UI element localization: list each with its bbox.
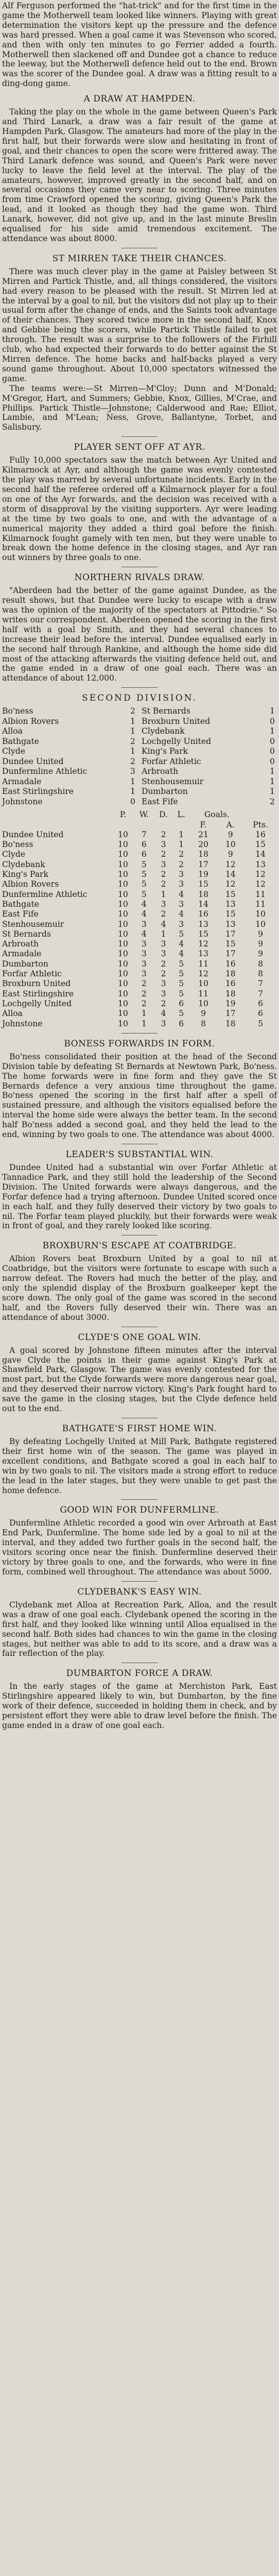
drawn: 2 — [161, 998, 166, 1008]
lost: 5 — [179, 929, 184, 939]
team-name: Dumbarton — [2, 959, 48, 969]
goals-against: 12 — [225, 879, 236, 889]
league-row — [2, 879, 277, 889]
drawn: 4 — [161, 919, 166, 929]
goals-against: 15 — [225, 889, 236, 899]
divider — [121, 436, 158, 437]
section-heading: NORTHERN RIVALS DRAW. — [74, 572, 205, 583]
goals-for: 8 — [201, 1019, 206, 1028]
team-name: East Fife — [2, 909, 39, 919]
league-row — [2, 969, 277, 979]
won: 2 — [141, 989, 147, 998]
home-team: Johnstone — [2, 796, 43, 806]
team-name: Dundee United — [2, 829, 64, 839]
article-paragraph: By defeating Lochgelly United at Mill Park, Bathgate registered their first home win of the season. The game was played in excellent conditions, and Bathgate scored a goal in each half to win by two goals to nil. The visitors made a strong effort to reduce the lead in the later stages, but they were unable to get past the home defence. — [2, 1437, 277, 1495]
result-row — [2, 747, 277, 757]
goals-against: 19 — [225, 998, 236, 1008]
header-lost: L. — [177, 810, 185, 820]
lost: 2 — [179, 850, 184, 859]
result-row — [2, 787, 277, 797]
played: 10 — [117, 889, 128, 899]
article-paragraph: Clydebank met Alloa at Recreation Park, Alloa, and the result was a draw of one goal each. Clydebank opened the scoring in the first half, and they looked like winning until Alloa equalised in the second half. Both sides had chances to win the game in the closing stages, but neither was able to add to its score, and a draw was a fair reflection of the play. — [2, 1600, 277, 1658]
home-score: 2 — [130, 706, 135, 716]
away-score: 1 — [270, 706, 275, 716]
away-score: 2 — [270, 796, 275, 806]
lost: 5 — [179, 959, 184, 969]
points: 9 — [258, 939, 264, 949]
away-team: St Bernards — [142, 706, 190, 716]
article-paragraph: Dunfermline Athletic recorded a good win over Arbroath at East End Park, Dunfermline. The home side led by a goal to nil at the interval, and they added two further goals in the second half, the visitors scoring once near the finish. Dunfermline deserved their victory by three goals to one, and the forwards, who were in fine form, combined well throughout. The attendance was about 5000. — [2, 1518, 277, 1577]
played: 10 — [117, 840, 128, 850]
home-score: 1 — [130, 787, 135, 796]
team-name: Bo'ness — [2, 840, 33, 850]
home-team: Albion Rovers — [2, 716, 59, 726]
result-row — [2, 717, 277, 727]
points: 15 — [255, 840, 266, 850]
away-score: 1 — [270, 776, 275, 786]
goals-against: 17 — [225, 1009, 236, 1019]
won: 7 — [141, 829, 147, 839]
article-paragraph: The teams were:—St Mirren—M'Cloy; Dunn and M'Donald; M'Gregor, Hart, and Summers; Gebbie, Knox, Gillies, M'Crae, and Phillips. Partick Thistle—Johnstone; Calderwood and Rae; Elliot, Lambie, and M'Lean; Ness, Grove, Ballantyne, Torbet, and Salisbury. — [2, 383, 277, 432]
goals-against: 10 — [225, 840, 236, 850]
goals-against: 18 — [225, 969, 236, 979]
result-row — [2, 797, 277, 807]
lost: 5 — [179, 979, 184, 989]
points: 10 — [255, 919, 266, 929]
league-row — [2, 920, 277, 929]
league-row — [2, 890, 277, 900]
away-team: Broxburn United — [142, 716, 211, 726]
points: 7 — [258, 989, 264, 998]
section-heading: GOOD WIN FOR DUNFERMLINE. — [60, 1505, 219, 1516]
drawn: 2 — [161, 829, 166, 839]
won: 3 — [141, 949, 147, 959]
goals-for: 16 — [198, 909, 208, 919]
header-drawn: D. — [159, 810, 168, 820]
goals-for: 20 — [198, 840, 208, 850]
team-name: Clyde — [2, 850, 25, 859]
team-name: Bathgate — [2, 899, 39, 909]
goals-for: 10 — [198, 979, 208, 989]
article-paragraph: Bo'ness consolidated their position at the head of the Second Division table by defeating St Bernards at Newtown Park, Bo'ness. The home forwards were in fine form and they gave the St Bernards defence a very anxious time throughout the game. Bo'ness opened the scoring in the first half after a spell of sustained pressure, and although the visitors equalised before the interval the home side were always the better team. In the second half Bo'ness added a second goal, and they held the lead to the end, winning by two goals to one. The attendance was about 4000. — [2, 1052, 277, 1140]
section-heading: LEADER'S SUBSTANTIAL WIN. — [65, 1149, 214, 1160]
divider — [121, 687, 158, 688]
team-name: St Bernards — [2, 929, 51, 939]
goals-against: 12 — [225, 859, 236, 869]
section-heading: DUMBARTON FORCE A DRAW. — [66, 1668, 213, 1679]
header-points: Pts. — [253, 820, 268, 829]
header-goals: Goals. — [204, 810, 230, 820]
played: 10 — [117, 929, 128, 939]
league-row — [2, 900, 277, 909]
lost: 1 — [179, 840, 184, 850]
goals-for: 18 — [198, 889, 208, 899]
drawn: 3 — [161, 979, 166, 989]
played: 10 — [117, 829, 128, 839]
goals-against: 15 — [225, 939, 236, 949]
section-heading: ST MIRREN TAKE THEIR CHANCES. — [52, 253, 227, 264]
won: 3 — [141, 959, 147, 969]
home-team: Bathgate — [2, 736, 39, 746]
drawn: 3 — [161, 1019, 166, 1028]
goals-for: 13 — [198, 919, 208, 929]
home-score: 1 — [130, 716, 135, 726]
won: 5 — [141, 879, 147, 889]
article-paragraph: Fully 10,000 spectators saw the match between Ayr United and Kilmarnock at Ayr, and although the game was evenly contested the play was marred by several unfortunate incidents. Early in the second half the referee ordered off a Kilmarnock player for a foul on one of the Ayr forwards, and the decision was received with a storm of disapproval by the visiting supporters. Ayr were leading at the time by two goals to one, and with the advantage of a numerical majority they added a third goal before the finish. Kilmarnock fought gamely with ten men, but they were unable to break down the home defence in the closing stages, and Ayr ran out winners by three goals to one. — [2, 455, 277, 563]
home-team: East Stirlingshire — [2, 787, 74, 796]
team-name: Armadale — [2, 949, 42, 959]
goals-against: 17 — [225, 949, 236, 959]
section-heading: BROXBURN'S ESCAPE AT COATBRIDGE. — [42, 1241, 237, 1251]
lost: 5 — [179, 1009, 184, 1019]
results-list — [2, 706, 277, 807]
away-score: 0 — [270, 716, 275, 726]
result-row — [2, 777, 277, 787]
away-team: Forfar Athletic — [142, 756, 201, 766]
team-name: East Stirlingshire — [2, 989, 74, 998]
league-row — [2, 870, 277, 879]
league-body — [2, 830, 277, 1029]
played: 10 — [117, 859, 128, 869]
away-score: 0 — [270, 747, 275, 756]
league-row — [2, 949, 277, 959]
home-team: Bo'ness — [2, 706, 33, 716]
home-score: 1 — [130, 726, 135, 736]
away-team: Arbroath — [142, 767, 179, 776]
header-played: P. — [119, 810, 127, 820]
lost: 1 — [179, 829, 184, 839]
away-team: Clydebank — [142, 726, 185, 736]
goals-for: 9 — [201, 1009, 206, 1019]
goals-against: 16 — [225, 959, 236, 969]
away-team: King's Park — [142, 747, 188, 756]
won: 6 — [141, 840, 147, 850]
lost: 3 — [179, 870, 184, 879]
played: 10 — [117, 850, 128, 859]
away-team: East Fife — [142, 796, 178, 806]
league-row — [2, 979, 277, 989]
played: 10 — [117, 870, 128, 879]
drawn: 2 — [161, 909, 166, 919]
home-team: Dunfermline Athletic — [2, 767, 88, 776]
section-heading: CLYDE'S ONE GOAL WIN. — [78, 1332, 201, 1343]
drawn: 3 — [161, 899, 166, 909]
goals-against: 18 — [225, 1019, 236, 1028]
goals-against: 18 — [225, 989, 236, 998]
team-name: Johnstone — [2, 1019, 43, 1028]
played: 10 — [117, 1019, 128, 1028]
won: 3 — [141, 919, 147, 929]
team-name: Dunfermline Athletic — [2, 889, 88, 899]
team-name: Stenhousemuir — [2, 919, 64, 929]
league-row — [2, 1009, 277, 1019]
points: 12 — [255, 879, 266, 889]
played: 10 — [117, 909, 128, 919]
league-header-row — [2, 810, 277, 820]
league-subheader-row — [2, 820, 277, 830]
league-row — [2, 840, 277, 850]
league-row — [2, 909, 277, 919]
league-row — [2, 830, 277, 840]
team-name: Alloa — [2, 1009, 23, 1019]
played: 10 — [117, 879, 128, 889]
won: 2 — [141, 979, 147, 989]
goals-against: 16 — [225, 979, 236, 989]
drawn: 2 — [161, 870, 166, 879]
won: 4 — [141, 909, 147, 919]
drawn: 3 — [161, 840, 166, 850]
league-row — [2, 929, 277, 939]
goals-for: 12 — [198, 939, 208, 949]
points: 6 — [258, 1009, 264, 1019]
points: 9 — [258, 929, 264, 939]
goals-for: 15 — [198, 879, 208, 889]
played: 10 — [117, 1009, 128, 1019]
won: 3 — [141, 939, 147, 949]
drawn: 2 — [161, 879, 166, 889]
header-goals-against: A. — [226, 820, 235, 829]
team-name: Broxburn United — [2, 979, 71, 989]
won: 1 — [141, 1019, 147, 1028]
goals-against: 15 — [225, 909, 236, 919]
goals-against: 13 — [225, 899, 236, 909]
lost: 4 — [179, 939, 184, 949]
played: 10 — [117, 919, 128, 929]
article-paragraph: A goal scored by Johnstone fifteen minutes after the interval gave Clyde the points in their game against King's Park at Shawfield Park, Glasgow. The game was evenly contested for the most part, but the Clyde forwards were more dangerous near goal, and they deserved their narrow victory. King's Park fought hard to save the game in the closing stages, but the Clyde defence held out to the end. — [2, 1345, 277, 1414]
goals-for: 17 — [198, 859, 208, 869]
goals-for: 12 — [198, 969, 208, 979]
drawn: 3 — [161, 859, 166, 869]
away-score: 1 — [270, 767, 275, 776]
points: 11 — [255, 899, 266, 909]
section-heading: A DRAW AT HAMPDEN. — [83, 94, 196, 105]
goals-against: 13 — [225, 919, 236, 929]
drawn: 3 — [161, 939, 166, 949]
result-row — [2, 767, 277, 777]
points: 11 — [255, 889, 266, 899]
points: 5 — [258, 1019, 264, 1028]
home-team: Clyde — [2, 747, 25, 756]
drawn: 2 — [161, 850, 166, 859]
team-name: Clydebank — [2, 859, 45, 869]
drawn: 4 — [161, 1009, 166, 1019]
won: 5 — [141, 889, 147, 899]
won: 6 — [141, 850, 147, 859]
away-team: Stenhousemuir — [142, 776, 204, 786]
drawn: 3 — [161, 989, 166, 998]
header-won: W. — [139, 810, 149, 820]
home-score: 1 — [130, 776, 135, 786]
played: 10 — [117, 949, 128, 959]
league-row — [2, 959, 277, 969]
result-row — [2, 737, 277, 747]
won: 1 — [141, 1009, 147, 1019]
division-heading: SECOND DIVISION. — [82, 693, 197, 704]
goals-for: 21 — [198, 829, 208, 839]
points: 7 — [258, 979, 264, 989]
points: 16 — [255, 829, 266, 839]
won: 5 — [141, 870, 147, 879]
article-paragraph: Albion Rovers beat Broxburn United by a goal to nil at Coatbridge, but the visitors were fortunate to escape with such a narrow defeat. The Rovers had much the better of the play, and only the splendid display of the Broxburn goalkeeper kept the score down. The only goal of the game was scored in the second half, and the Rovers fully deserved their win. There was an attendance of about 3000. — [2, 1254, 277, 1322]
article-paragraph: "Aberdeen had the better of the game against Dundee, as the result shows, but that Dundee were lucky to escape with a draw was the opinion of the majority of the spectators at Pittodrie." So writes our correspondent. Aberdeen opened the scoring in the first half with a goal by Smith, and they had several chances to increase their lead before the interval. Dundee equalised early in the second half through Rankine, and although the home side did most of the attacking afterwards the visiting defence held out, and the game ended in a draw of one goal each. There was an attendance of about 12,000. — [2, 586, 277, 683]
article-paragraph: In the early stages of the game at Merchiston Park, East Stirlingshire appeared likely to win, but Dumbarton, by the fine work of their defence, succeeded in holding them in check, and by persistent effort they were able to draw level before the finish. The game ended in a draw of one goal each. — [2, 1682, 277, 1730]
home-team: Armadale — [2, 776, 42, 786]
away-team: Lochgelly United — [142, 736, 212, 746]
team-name: Arbroath — [2, 939, 39, 949]
lost: 4 — [179, 949, 184, 959]
league-row — [2, 1019, 277, 1029]
away-score: 0 — [270, 756, 275, 766]
points: 8 — [258, 969, 264, 979]
played: 10 — [117, 939, 128, 949]
section-heading: PLAYER SENT OFF AT AYR. — [74, 442, 205, 453]
article-paragraph: Taking the play on the whole in the game between Queen's Park and Third Lanark, a draw was a fair result of the game at Hampden Park, Glasgow. The amateurs had more of the play in the first half, but their forwards were slow and hesitating in front of goal, and their chances to open the score were frittered away. The Third Lanark defence was sound, and Queen's Park were never lucky to leave the field level at the interval. The play of the amateurs, however, improved greatly in the second half, and on several occasions they came very near to scoring. Three minutes from time Crawford opened the scoring, giving Queen's Park the lead, and it looked as though they had the game won. Third Lanark, however, did not give up, and in the last minute Breslin equalised for his side amid tremendous excitement. The attendance was about 8000. — [2, 107, 277, 243]
drawn: 1 — [161, 929, 166, 939]
intro-paragraph: Alf Ferguson performed the "hat-trick" and for the first time in the game the Motherwell team looked like winners. Playing with great determination the visitors kept up the pressure and the defence was hard pressed. When a goal came it was Stevenson who scored, and then with only ten minutes to go Ferrier added a fourth. Motherwell then slackened off and Dundee got a chance to reduce the leeway, but the Motherwell defence held out to the end. Brown was the scorer of the Dundee goal. A draw was a fitting result to a ding-dong game. — [2, 1, 277, 89]
divider — [121, 1499, 158, 1500]
goals-against: 14 — [225, 870, 236, 879]
home-score: 1 — [130, 747, 135, 756]
result-row — [2, 706, 277, 717]
league-row — [2, 989, 277, 999]
goals-for: 11 — [198, 989, 208, 998]
home-team: Alloa — [2, 726, 23, 736]
lost: 5 — [179, 989, 184, 998]
league-row — [2, 850, 277, 859]
team-name: Forfar Athletic — [2, 969, 62, 979]
drawn: 2 — [161, 969, 166, 979]
goals-for: 19 — [198, 870, 208, 879]
drawn: 3 — [161, 949, 166, 959]
played: 10 — [117, 998, 128, 1008]
home-score: 2 — [130, 736, 135, 746]
points: 10 — [255, 909, 266, 919]
lost: 3 — [179, 899, 184, 909]
lost: 4 — [179, 909, 184, 919]
lost: 4 — [179, 889, 184, 899]
played: 10 — [117, 989, 128, 998]
points: 9 — [258, 949, 264, 959]
away-team: Dumbarton — [142, 787, 188, 796]
won: 2 — [141, 998, 147, 1008]
lost: 3 — [179, 879, 184, 889]
goals-for: 18 — [198, 850, 208, 859]
points: 13 — [255, 859, 266, 869]
team-name: Albion Rovers — [2, 879, 59, 889]
goals-for: 15 — [198, 929, 208, 939]
won: 4 — [141, 929, 147, 939]
home-score: 3 — [130, 767, 135, 776]
league-row — [2, 860, 277, 870]
header-goals-for: F. — [200, 820, 207, 829]
goals-for: 11 — [198, 959, 208, 969]
drawn: 1 — [161, 889, 166, 899]
lost: 5 — [179, 969, 184, 979]
won: 3 — [141, 969, 147, 979]
played: 10 — [117, 969, 128, 979]
team-name: King's Park — [2, 870, 48, 879]
result-row — [2, 757, 277, 767]
away-score: 1 — [270, 787, 275, 796]
points: 6 — [258, 998, 264, 1008]
points: 8 — [258, 959, 264, 969]
goals-for: 10 — [198, 998, 208, 1008]
away-score: 0 — [270, 736, 275, 746]
lost: 6 — [179, 998, 184, 1008]
played: 10 — [117, 899, 128, 909]
league-table — [2, 810, 277, 1029]
divider — [121, 1581, 158, 1582]
goals-for: 13 — [198, 949, 208, 959]
away-score: 1 — [270, 726, 275, 736]
won: 4 — [141, 899, 147, 909]
points: 14 — [255, 850, 266, 859]
points: 12 — [255, 870, 266, 879]
header-team — [2, 810, 112, 820]
home-team: Dundee United — [2, 756, 64, 766]
drawn: 2 — [161, 959, 166, 969]
won: 5 — [141, 859, 147, 869]
home-score: 0 — [130, 796, 135, 806]
lost: 6 — [179, 1019, 184, 1028]
article-paragraph: Dundee United had a substantial win over Forfar Athletic at Tannadice Park, and they still hold the leadership of the Second Division. The United forwards were always dangerous, and the Forfar defence had a trying afternoon. Dundee United scored once in each half, and they fully deserved their victory by two goals to nil. The Forfar team played pluckily, but their forwards were weak in front of goal, and they rarely looked like scoring. — [2, 1162, 277, 1231]
section-heading: CLYDEBANK'S EASY WIN. — [77, 1586, 202, 1597]
goals-against: 9 — [228, 829, 233, 839]
goals-against: 9 — [228, 850, 233, 859]
article-paragraph: There was much clever play in the game at Paisley between St Mirren and Partick Thistle, and, all things considered, the visitors had every reason to be pleased with the result. St Mirren led at the interval by a goal to nil, but the visitors did not play up to their usual form after the change of ends, and the Saints took advantage of their chances. They scored twice more in the second half, Knox and Gebbie being the scorers, while Partick Thistle failed to get through. The result was a surprise to the followers of the Firhill club, who had expected their forwards to do better against the St Mirren defence. The home backs and half-backs played a very sound game throughout. About 10,000 spectators witnessed the game. — [2, 266, 277, 383]
played: 10 — [117, 959, 128, 969]
lost: 2 — [179, 859, 184, 869]
league-row — [2, 939, 277, 949]
home-score: 2 — [130, 756, 135, 766]
second-division-reports — [2, 1033, 277, 1731]
section-heading: BATHGATE'S FIRST HOME WIN. — [62, 1423, 217, 1434]
lost: 3 — [179, 919, 184, 929]
team-name: Lochgelly United — [2, 998, 72, 1008]
goals-against: 17 — [225, 929, 236, 939]
result-row — [2, 726, 277, 737]
played: 10 — [117, 979, 128, 989]
league-row — [2, 999, 277, 1009]
goals-for: 14 — [198, 899, 208, 909]
section-heading: BONESS FORWARDS IN FORM. — [64, 1038, 215, 1049]
